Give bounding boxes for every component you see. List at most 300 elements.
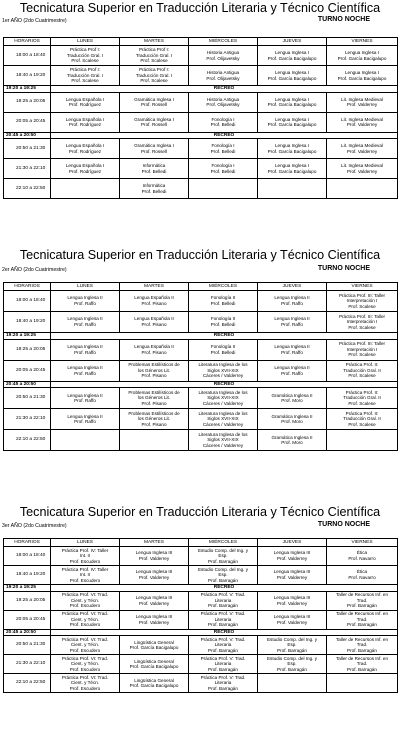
class-line: Prof. Rodríguez: [68, 148, 102, 154]
class-line: Lengua Inglesa I: [275, 49, 309, 55]
class-cell: [51, 159, 120, 179]
class-line: Fonología I: [211, 116, 235, 122]
class-cell: [120, 312, 189, 333]
class-cell: [327, 291, 398, 312]
time-slot: 21:30 a 22:10: [4, 409, 51, 430]
class-cell: [258, 46, 327, 66]
class-line: Práctica Prof. V: Trad.: [200, 674, 246, 680]
time-slot: 22:10 a 22:50: [4, 674, 51, 693]
time-slot: 18:40 a 19:20: [4, 312, 51, 333]
schedule-title: Tecnicatura Superior en Traducción Literaria y Técnico Científica: [19, 248, 381, 262]
class-line: Lengua Inglesa II: [274, 295, 310, 301]
class-cell: [189, 430, 258, 451]
class-line: Estudio Comp. del Ing. y: [197, 547, 249, 553]
class-line: Prof. Belledi: [210, 349, 236, 355]
column-header: JUEVES: [258, 38, 327, 46]
class-line: Lengua Inglesa III: [273, 614, 311, 619]
class-cell: [189, 112, 258, 132]
class-cell: [189, 312, 258, 333]
year-header: [2, 265, 394, 275]
time-slot: 19:20 a 19:25: [4, 585, 51, 592]
class-cell: [258, 591, 327, 610]
class-line: Prof. Pisano: [141, 322, 167, 327]
class-cell: [51, 291, 120, 312]
class-cell: [258, 409, 327, 430]
class-line: Prof. Belledi: [210, 322, 236, 327]
class-cell: [120, 360, 189, 381]
time-slot: 18:00 a 18:40: [4, 46, 51, 66]
class-line: Lit. Inglesa Medieval: [341, 163, 383, 169]
class-line: Gramática Inglesa I: [134, 143, 174, 149]
class-line: Prof. Escudero: [69, 577, 101, 583]
class-line: los Géneros Lit.: [137, 395, 171, 401]
class-line: Prof. Barragán: [208, 666, 238, 672]
class-cell: [327, 139, 398, 159]
class-line: Literatura Inglesa de los: [198, 431, 248, 437]
class-line: Esp.: [218, 572, 228, 578]
table-row: [4, 655, 398, 674]
class-line: Prof. Scalese: [348, 324, 376, 330]
class-cell: [189, 674, 258, 693]
class-line: Trad.: [356, 642, 368, 648]
column-header: MARTES: [120, 539, 189, 547]
class-line: Prof. Valderrey: [276, 575, 308, 580]
class-line: Prof. Rossell: [140, 122, 168, 128]
table-row: [4, 547, 398, 566]
time-slot: 18:00 a 18:40: [4, 547, 51, 566]
class-line: Práctica Prof. III: Taller: [338, 313, 386, 319]
class-line: Lengua Inglesa II: [67, 392, 103, 398]
recreo-label: RECREO: [51, 132, 398, 139]
class-cell: [189, 388, 258, 409]
class-line: Práctica Prof. V: Trad.: [200, 655, 246, 661]
class-line: Prof. Valderrey: [346, 168, 378, 174]
class-line: Prof. García Bacigalupo: [267, 148, 317, 154]
class-line: Siglos XVII-XIX: [207, 395, 239, 401]
class-cell: [120, 66, 189, 86]
recreo-label: RECREO: [51, 629, 398, 636]
class-line: Literaria: [214, 597, 232, 603]
time-slot: 18:40 a 19:20: [4, 66, 51, 86]
class-line: Taller de Recursos Inf. en: [335, 655, 389, 661]
class-cell: [327, 655, 398, 674]
class-line: Prof. García Bacigalupo: [129, 645, 179, 651]
class-line: Ética: [356, 550, 368, 556]
class-line: Fonología II: [210, 344, 236, 349]
class-cell: [258, 112, 327, 132]
time-slot: 19:20 a 19:25: [4, 86, 51, 93]
class-line: Prof. Barragán: [208, 685, 238, 691]
class-line: Lengua Inglesa I: [345, 69, 379, 75]
class-cell: [327, 674, 398, 693]
class-line: Prof. Belledi: [210, 168, 236, 174]
class-line: Prof. Pisano: [141, 400, 167, 406]
column-header: VIERNES: [327, 283, 398, 291]
class-line: los Géneros Lit.: [137, 367, 171, 373]
class-line: Taller de Recursos Inf. en: [335, 636, 389, 642]
class-cell: [51, 66, 120, 86]
class-line: Prof. Pisano: [141, 349, 167, 355]
class-cell: [51, 610, 120, 629]
class-line: Práctica Prof. VI: Trad.: [61, 655, 109, 661]
column-header: HORARIOS: [4, 539, 51, 547]
class-line: Lingüística General: [134, 677, 174, 683]
table-row: [4, 112, 398, 132]
class-line: Lingüística General: [134, 658, 174, 664]
class-line: Prof. Raffo: [74, 419, 96, 425]
class-line: Prof. Valderrey: [346, 122, 378, 128]
class-line: Estudio Comp. del Ing. y: [197, 566, 249, 572]
class-line: Prof. Barragán: [347, 622, 377, 628]
class-line: Prof. Raffo: [74, 349, 96, 355]
class-line: Prof. Pisano: [141, 301, 167, 306]
class-line: Prof. Rodríguez: [68, 122, 102, 128]
class-line: Fonología I: [211, 163, 235, 169]
class-cell: [327, 360, 398, 381]
class-line: Lengua Española II: [134, 316, 174, 322]
class-cell: [51, 655, 120, 674]
class-cell: [258, 291, 327, 312]
time-slot: 18:40 a 19:20: [4, 566, 51, 585]
class-line: Práctica Prof. II:: [345, 410, 379, 416]
class-cell: [189, 46, 258, 66]
column-header: VIERNES: [327, 38, 398, 46]
class-cell: [258, 655, 327, 674]
column-header: HORARIOS: [4, 283, 51, 291]
class-cell: [327, 46, 398, 66]
class-line: Prof. Belledi: [210, 301, 236, 306]
class-line: Prof. Raffo: [74, 398, 96, 404]
recreo-row: [4, 333, 398, 340]
class-line: Lengua Inglesa II: [67, 344, 103, 349]
column-header: MIÉRCOLES: [189, 38, 258, 46]
class-line: Prof. Scalese: [348, 400, 376, 406]
time-slot: 20:50 a 21:30: [4, 139, 51, 159]
class-line: Fonología II: [210, 316, 236, 322]
class-line: Lengua Inglesa III: [135, 595, 173, 600]
class-line: Práctica Prof I:: [138, 67, 170, 73]
table-row: [4, 674, 398, 693]
class-line: Prof. Escudero: [69, 622, 101, 628]
class-line: Prof. Valderrey: [346, 102, 378, 108]
class-line: Prof. Barragán: [347, 647, 377, 653]
class-cell: [189, 179, 258, 199]
class-cell: [258, 388, 327, 409]
class-line: Prof. García Bacigalupo: [267, 168, 317, 174]
column-header: LUNES: [51, 38, 120, 46]
year-label: 1er AÑO (2do Cuatrimestre): [2, 18, 67, 24]
class-cell: [51, 409, 120, 430]
class-line: Siglos XVII-XIX: [207, 367, 239, 373]
year-label: 2er AÑO (2do Cuatrimestre): [2, 267, 67, 273]
class-cell: [51, 388, 120, 409]
class-cell: [51, 566, 120, 585]
class-line: Prof. Barragán: [277, 647, 307, 653]
class-line: Lengua Inglesa II: [274, 316, 310, 322]
class-cell: [120, 409, 189, 430]
class-line: Prof. Navarro: [348, 575, 376, 580]
turno-label: TURNO NOCHE: [317, 16, 370, 23]
class-line: Trad.: [356, 597, 368, 603]
class-line: Prof. Scalese: [71, 58, 99, 64]
class-cell: [120, 179, 189, 199]
time-slot: 20:50 a 21:30: [4, 388, 51, 409]
time-slot: 18:00 a 18:40: [4, 291, 51, 312]
class-line: Fonología I: [211, 143, 235, 149]
class-line: Práctica Prof I:: [69, 47, 101, 53]
class-line: Fonología II: [210, 295, 236, 301]
class-line: Literatura Inglesa de los: [198, 362, 248, 368]
class-line: Siglos XVII-XIX: [207, 416, 239, 422]
class-cell: [327, 179, 398, 199]
class-line: Prof. García Bacigalupo: [337, 55, 387, 61]
column-header: VIERNES: [327, 539, 398, 547]
class-line: Prof. Rossell: [140, 148, 168, 154]
class-line: Estudio Comp. del Ing. y: [266, 636, 318, 642]
class-cell: [327, 66, 398, 86]
class-line: Prof. Barragán: [208, 622, 238, 628]
class-line: Prof. Raffo: [74, 322, 96, 327]
time-slot: 20:05 a 20:45: [4, 610, 51, 629]
class-line: Lengua Inglesa III: [135, 614, 173, 619]
class-line: Informática: [142, 163, 166, 169]
class-line: Taller de Recursos Inf. en: [335, 592, 389, 598]
class-line: Lit. Inglesa Medieval: [341, 116, 383, 122]
time-slot: 21:30 a 22:10: [4, 159, 51, 179]
table-row: [4, 636, 398, 655]
class-line: Lengua Inglesa III: [135, 550, 173, 556]
class-cell: [327, 591, 398, 610]
table-row: [4, 388, 398, 409]
class-line: Práctica Prof I:: [138, 47, 170, 53]
class-cell: [120, 430, 189, 451]
time-slot: 20:45 a 20:50: [4, 629, 51, 636]
class-line: Gramática Inglesa II: [271, 434, 313, 440]
class-line: Prof. Valderrey: [346, 148, 378, 154]
class-cell: [258, 159, 327, 179]
class-line: Gramática Inglesa I: [134, 96, 174, 102]
class-line: Prof. Valderrey: [138, 556, 170, 561]
class-line: Prof. Pisano: [141, 421, 167, 427]
class-cell: [189, 66, 258, 86]
class-line: Taller de Recursos Inf. en: [335, 611, 389, 617]
class-line: Lengua Española II: [134, 295, 174, 301]
class-cell: [120, 388, 189, 409]
time-slot: 21:30 a 22:10: [4, 655, 51, 674]
class-line: Práctica Prof. II:: [345, 389, 379, 395]
class-line: Lengua Inglesa III: [273, 595, 311, 600]
recreo-row: [4, 132, 398, 139]
class-line: Lengua Inglesa II: [274, 365, 310, 370]
class-cell: [120, 92, 189, 112]
class-line: Prof. Raffo: [74, 370, 96, 376]
column-header: MIÉRCOLES: [189, 283, 258, 291]
class-line: Prof. García Bacigalupo: [129, 664, 179, 670]
class-cell: [189, 291, 258, 312]
turno-label: TURNO NOCHE: [317, 521, 370, 528]
header-row: [4, 38, 398, 46]
class-line: Historia Antigua: [206, 49, 240, 55]
class-line: Traducción Gral. II: [343, 367, 381, 373]
class-line: Práctica Prof. VI: Trad.: [61, 674, 109, 680]
class-line: Cient. y Técn.: [70, 661, 100, 667]
class-cell: [51, 547, 120, 566]
class-line: Siglos XVII-XIX: [207, 437, 239, 443]
class-cell: [189, 139, 258, 159]
class-cell: [258, 547, 327, 566]
column-header: LUNES: [51, 283, 120, 291]
class-line: Lengua Inglesa III: [273, 569, 311, 575]
table-row: [4, 66, 398, 86]
class-line: Problemas Estilísticos de: [128, 362, 180, 368]
schedule-title: Tecnicatura Superior en Traducción Literaria y Técnico Científica: [19, 1, 381, 15]
class-cell: [327, 112, 398, 132]
class-cell: [189, 591, 258, 610]
class-cell: [120, 566, 189, 585]
schedule-table: [3, 538, 398, 693]
turno-label: TURNO NOCHE: [317, 265, 370, 272]
class-line: Prof. Scalese: [71, 78, 99, 84]
class-cell: [327, 430, 398, 451]
class-cell: [51, 360, 120, 381]
time-slot: 20:05 a 20:45: [4, 112, 51, 132]
class-line: Esp.: [287, 661, 297, 667]
class-line: Lit. Inglesa Medieval: [341, 96, 383, 102]
time-slot: 19:25 a 20:05: [4, 92, 51, 112]
class-cell: [120, 159, 189, 179]
class-line: Ética: [356, 569, 368, 575]
class-line: Práctica Prof. IV: Taller: [61, 547, 109, 553]
class-line: Lengua Inglesa III: [135, 569, 173, 575]
class-cell: [189, 566, 258, 585]
table-row: [4, 591, 398, 610]
class-line: Literaria: [214, 642, 232, 648]
recreo-label: RECREO: [51, 333, 398, 340]
class-cell: [189, 610, 258, 629]
class-line: Prof. Moro: [281, 398, 303, 404]
time-slot: 20:50 a 21:30: [4, 636, 51, 655]
class-line: Lengua Inglesa I: [275, 116, 309, 122]
class-cell: [120, 610, 189, 629]
class-line: Lengua Inglesa I: [275, 69, 309, 75]
class-cell: [51, 46, 120, 66]
class-line: Literaria: [214, 616, 232, 622]
time-slot: 19:25 a 20:05: [4, 591, 51, 610]
class-cell: [258, 636, 327, 655]
class-line: Traducción Gral. I: [66, 52, 104, 58]
class-line: Informática: [142, 183, 166, 189]
class-cell: [120, 139, 189, 159]
class-cell: [51, 139, 120, 159]
class-line: Prof. García Bacigalupo: [267, 102, 317, 108]
class-cell: [51, 591, 120, 610]
class-line: Esp.: [218, 553, 228, 559]
recreo-row: [4, 86, 398, 93]
class-line: Prof. Escudero: [69, 666, 101, 672]
class-line: Prof. Moro: [281, 419, 303, 425]
class-line: Prof. Barragán: [347, 666, 377, 672]
class-cell: [327, 547, 398, 566]
class-line: Cient. y Técn.: [70, 680, 100, 686]
column-header: JUEVES: [258, 539, 327, 547]
class-cell: [189, 636, 258, 655]
class-cell: [327, 409, 398, 430]
class-line: Lit. Inglesa Medieval: [341, 143, 383, 149]
time-slot: 19:25 a 20:05: [4, 339, 51, 360]
class-line: Esp.: [287, 642, 297, 648]
class-line: Prof. Belledi: [210, 148, 236, 154]
table-row: [4, 159, 398, 179]
class-line: Prof. Escudero: [69, 685, 101, 691]
class-line: Prof. Olijavetsky: [206, 102, 240, 108]
class-line: Prof. Olijavetsky: [206, 75, 240, 81]
class-cell: [120, 591, 189, 610]
class-cell: [189, 92, 258, 112]
class-line: Lingüística General: [134, 639, 174, 645]
table-row: [4, 566, 398, 585]
class-cell: [120, 291, 189, 312]
class-line: Prof. García Bacigalupo: [337, 75, 387, 81]
class-line: Prof. Rodríguez: [68, 102, 102, 108]
class-line: Lengua Inglesa II: [67, 316, 103, 322]
class-line: Literaria: [214, 680, 232, 686]
year-header: [2, 16, 394, 26]
class-cell: [189, 409, 258, 430]
class-line: Práctica Prof. II:: [345, 362, 379, 368]
class-cell: [327, 92, 398, 112]
class-line: Práctica Prof. V: Trad.: [200, 611, 246, 617]
class-line: Traducción Gral. II: [343, 395, 381, 401]
class-line: los Géneros Lit.: [137, 416, 171, 422]
class-cell: [120, 112, 189, 132]
class-cell: [258, 610, 327, 629]
class-line: Problemas Estilísticos de: [128, 410, 180, 416]
class-line: Lengua Española II: [134, 344, 174, 349]
class-line: Prof. Escudero: [69, 647, 101, 653]
class-cell: [258, 360, 327, 381]
table-row: [4, 46, 398, 66]
class-line: Prof. Scalese: [348, 303, 376, 309]
class-line: Lengua Inglesa II: [67, 365, 103, 370]
class-line: Cáceres / Valderrey: [202, 373, 244, 379]
class-line: Prof. Valderrey: [276, 556, 308, 561]
class-line: Gramática Inglesa I: [134, 116, 174, 122]
header-row: [4, 539, 398, 547]
class-line: Cient. y Técn.: [70, 616, 100, 622]
class-cell: [120, 339, 189, 360]
time-slot: 20:45 a 20:50: [4, 132, 51, 139]
class-line: Práctica Prof. V: Trad.: [200, 636, 246, 642]
table-row: [4, 430, 398, 451]
class-line: Prof. Scalese: [348, 421, 376, 427]
class-cell: [51, 339, 120, 360]
table-row: [4, 139, 398, 159]
class-line: Lengua Inglesa I: [275, 163, 309, 169]
time-slot: 20:05 a 20:45: [4, 360, 51, 381]
class-cell: [258, 674, 327, 693]
class-line: Prof. García Bacigalupo: [267, 122, 317, 128]
class-line: Gramática Inglesa II: [271, 392, 313, 398]
class-line: Prof. Rossell: [140, 102, 168, 108]
class-cell: [327, 312, 398, 333]
table-row: [4, 409, 398, 430]
recreo-row: [4, 381, 398, 388]
class-cell: [120, 674, 189, 693]
class-cell: [120, 46, 189, 66]
class-line: Prof. Valderrey: [138, 619, 170, 625]
class-line: Cáceres / Valderrey: [202, 400, 244, 406]
class-line: Interpretación I: [346, 346, 378, 352]
